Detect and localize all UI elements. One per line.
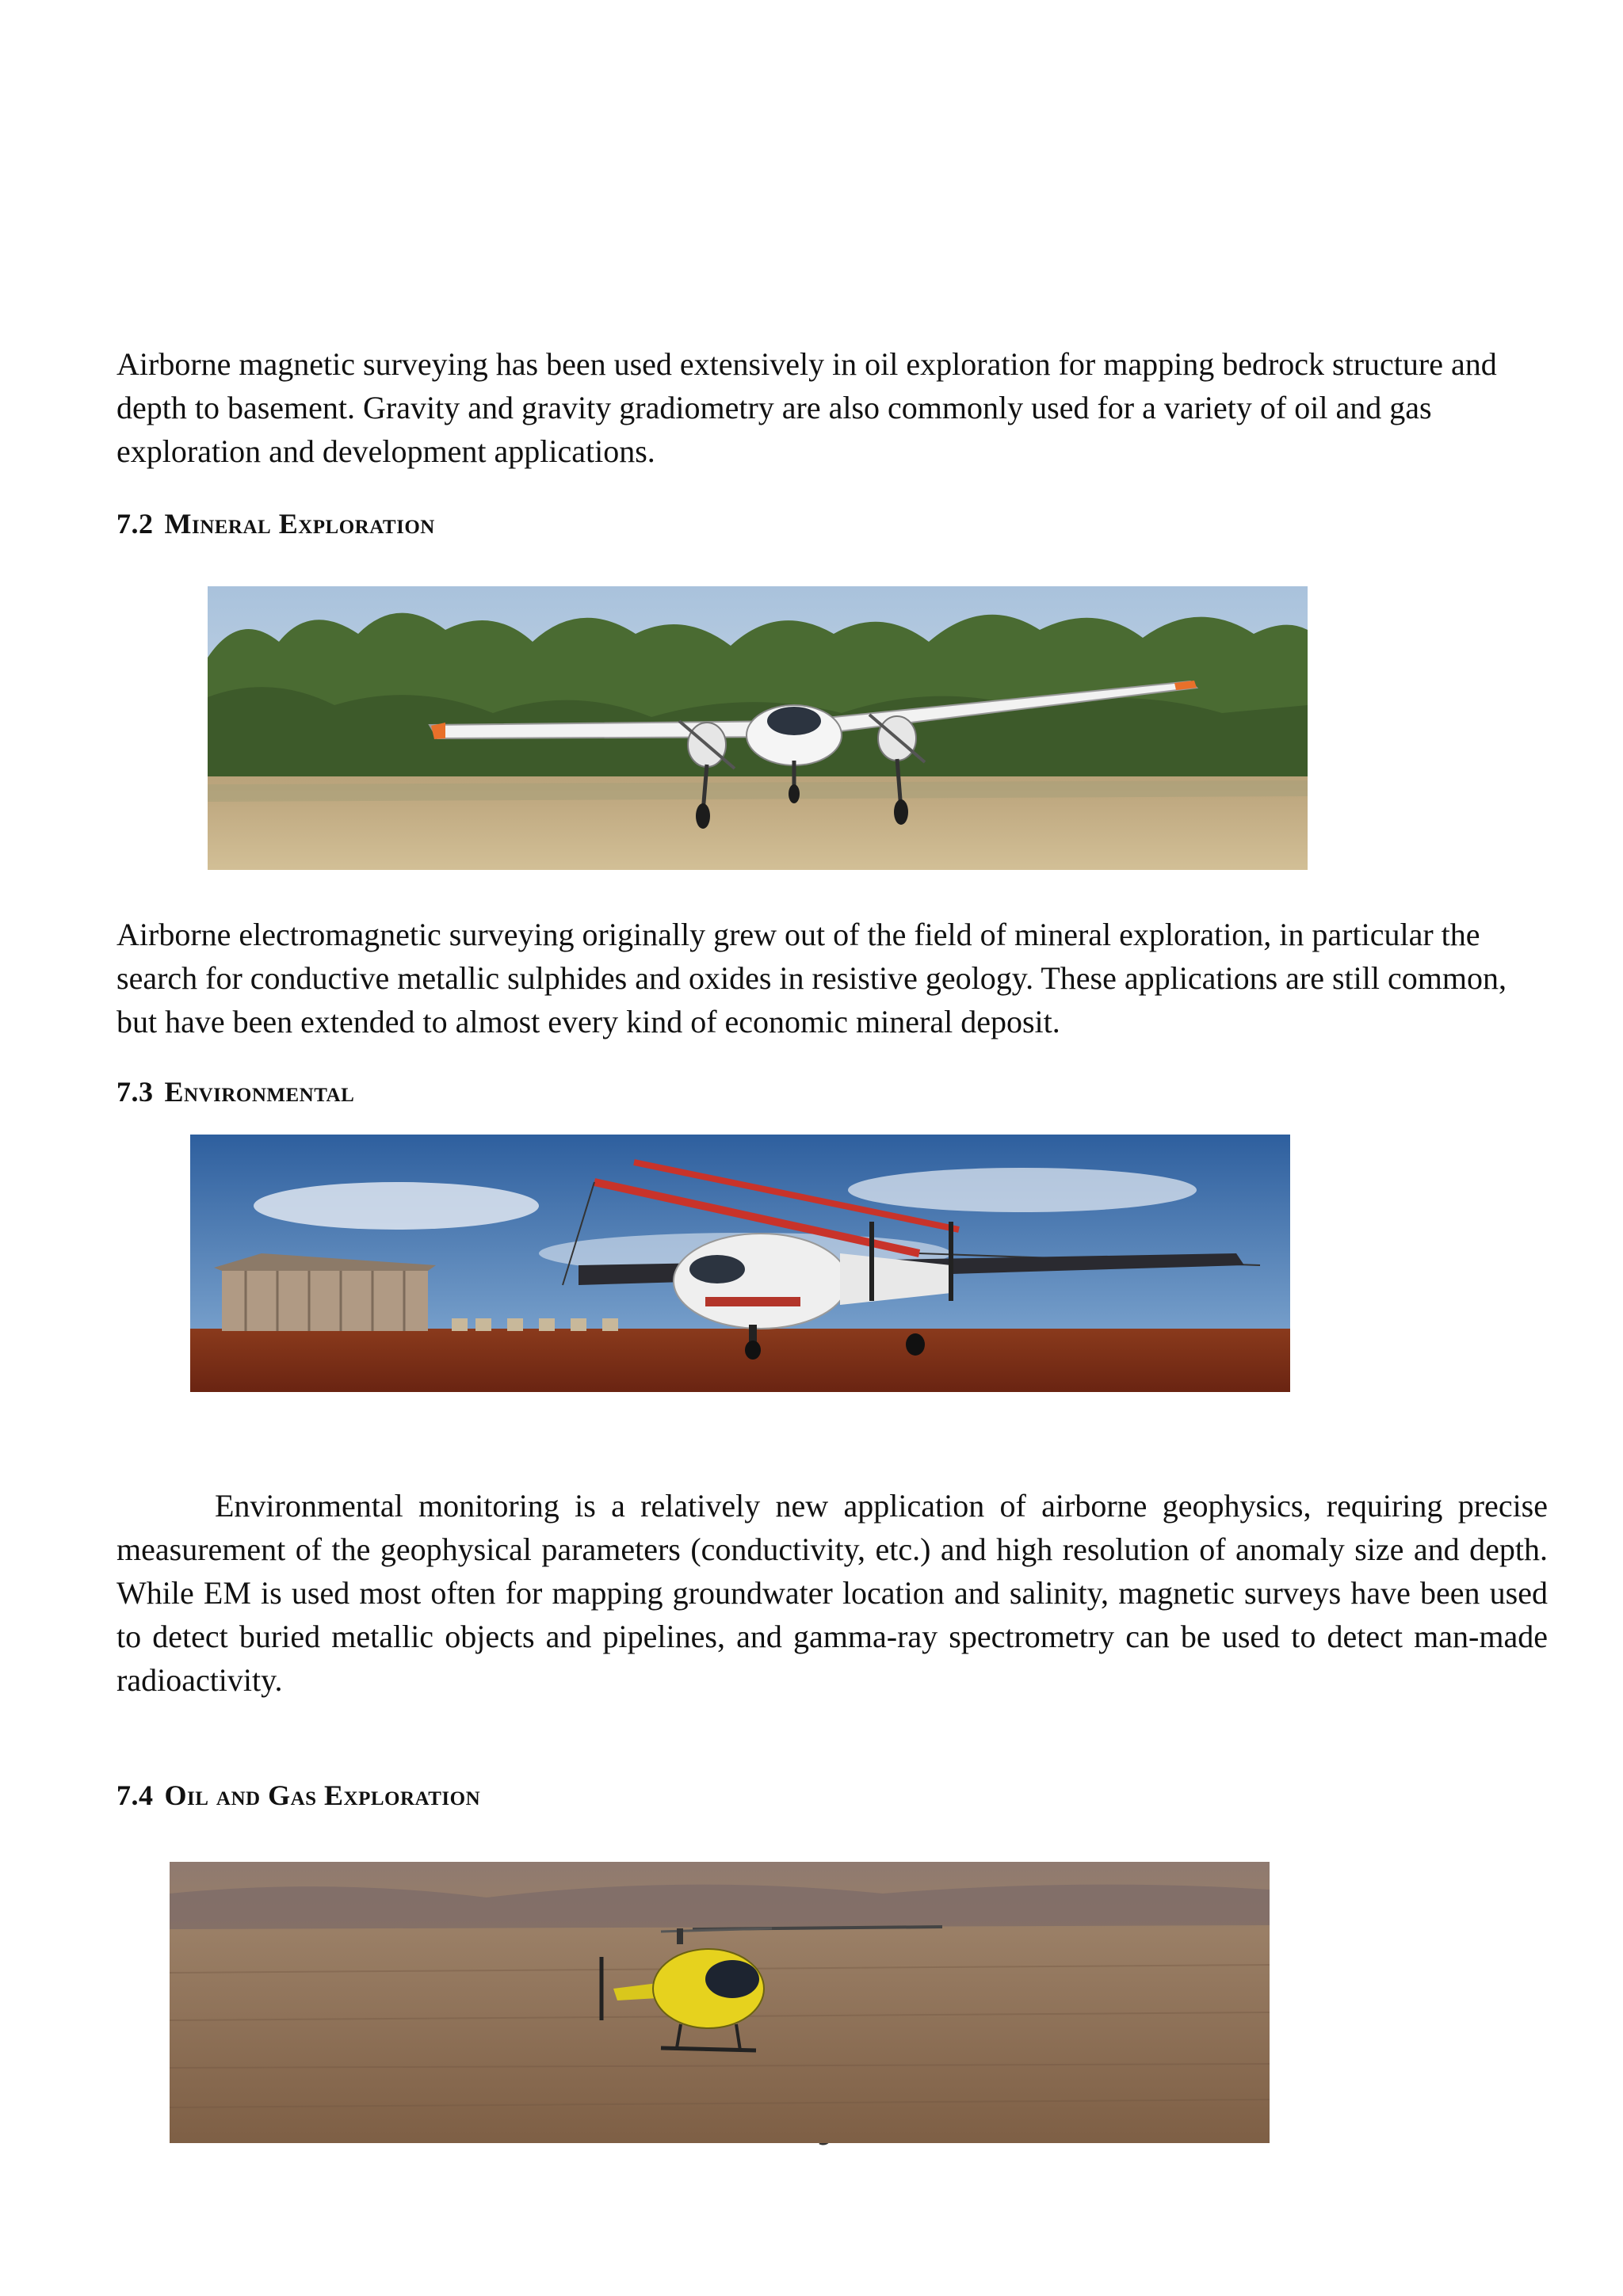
survey-helicopter-desert-photo <box>170 1862 1270 2143</box>
paragraph-mineral-exploration: Airborne electromagnetic surveying originally grew out of the field of mineral exploration, in particular the search for conductive metallic sulphides and oxides in resistive geology. These applications are still common, but have been extended to almost every kind of economic mineral deposit. <box>116 917 1507 1039</box>
section-heading-environmental <box>116 1075 354 1108</box>
paragraph-environmental-monitoring: Environmental monitoring is a relatively new application of airborne geophysics, requiring precise measurement of the geophysical parameters (conductivity, etc.) and high resolution of anomaly size and depth. While EM is used most often for mapping groundwater location and salinity, magnetic surveys have been used to detect buried metallic objects and pipelines, and gamma-ray spectrometry can be used to detect man-made radioactivity. <box>116 1488 1548 1698</box>
airstrip-photo-graphic <box>190 1135 1290 1392</box>
section-number: 7.3 <box>116 1076 154 1108</box>
helicopter-photo-graphic <box>170 1862 1270 2143</box>
section-number: 7.4 <box>116 1779 154 1811</box>
section-title: Oil and Gas Exploration <box>164 1779 481 1811</box>
paragraph-oil-exploration-intro: Airborne magnetic surveying has been used extensively in oil exploration for mapping bedrock structure and depth to basement. Gravity and gravity gradiometry are also commonly used for a variety of oil and gas exploration and development applications. <box>116 346 1497 469</box>
section-heading-oil-and-gas-exploration <box>116 1779 480 1812</box>
section-title: Environmental <box>164 1076 355 1108</box>
survey-aircraft-on-airstrip-photo <box>190 1135 1290 1392</box>
survey-aircraft-landing-photo <box>208 586 1308 870</box>
section-number: 7.2 <box>116 508 154 540</box>
section-heading-mineral-exploration <box>116 507 435 540</box>
aircraft-photo-graphic <box>208 586 1308 870</box>
section-title: Mineral Exploration <box>164 508 435 540</box>
